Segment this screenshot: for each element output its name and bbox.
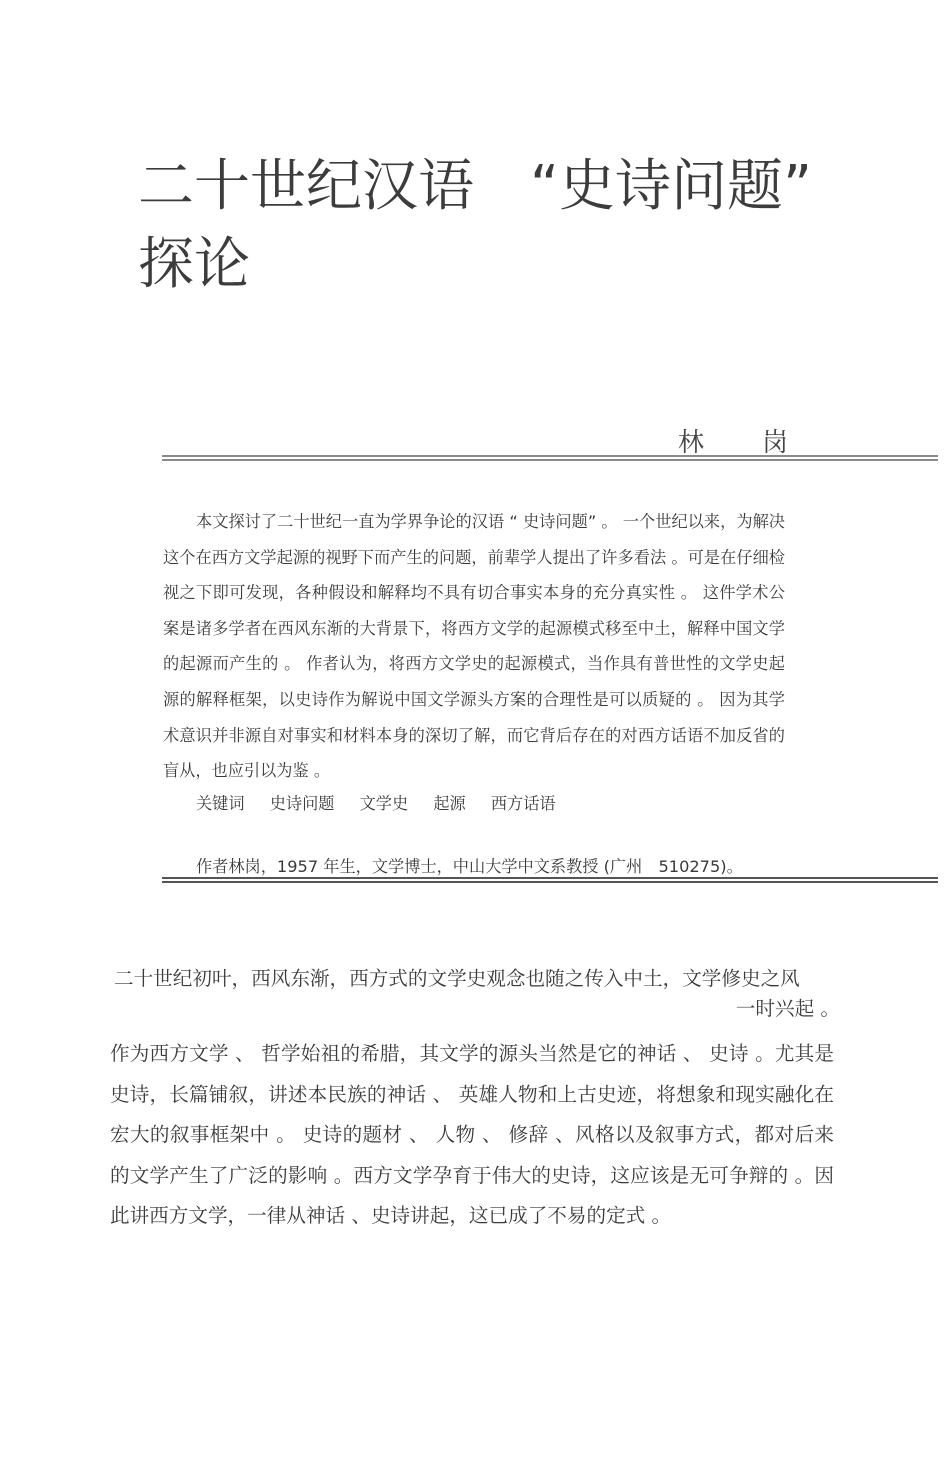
body-paragraph-1-line-2: 一时兴起 。 [735, 997, 840, 1020]
body-paragraph-1-line-1: 二十世纪初叶，西风东渐，西方式的文学史观念也随之传入中土，文学修史之风 [114, 967, 800, 990]
keyword-item: 西方话语 [490, 794, 556, 813]
author-name [678, 422, 788, 459]
abstract-text: 本文探讨了二十世纪一直为学界争论的汉语 “ 史诗问题” 。 一个世纪以来，为解决这个在西方文学起源的视野下而产生的问题，前辈学人提出了许多看法 。可是在仔细检视之下即可发现，各种假设和解释均不具有切合事实本身的充分真实性 。 这件学术公案是诸多学者在西风东渐的大背景下，将西方文学的起源模式移至中土，解释中国文学的起源而产生的 。 作者认为，将西方文学史的起源模式，当作具有普世性的文学史起源的解释框架，以史诗作为解说中国文学源头方案的合理性是可以质疑的 。 因为其学术意识并非源自对事实和材料本身的深切了解，而它背后存在的对西方话语不加反省的盲从，也应引以为鉴 。 [163, 512, 785, 781]
keyword-item: 文学史 [359, 794, 409, 813]
body-paragraph-1 [114, 964, 844, 1024]
title-line-1: 二十世纪汉语 “史诗问题” [138, 154, 813, 219]
abstract-double-rule [162, 877, 938, 883]
title-line-2: 探论 [138, 232, 250, 297]
body-paragraph-2: 作为西方文学 、 哲学始祖的希腊，其文学的源头当然是它的神话 、 史诗 。尤其是史诗，长篇铺叙，讲述本民族的神话 、 英雄人物和上古史迹，将想象和现实融化在宏大的叙事框架中 。 史诗的题材 、 人物 、 修辞 、风格以及叙事方式，都对后来的文学产生了广泛的影响 。西方文学孕育于伟大的史诗，这应该是无可争辩的 。因此讲西方文学，一律从神话 、史诗讲起，这已成了不易的定式 。 [110, 1042, 834, 1227]
keywords-label: 关键词 [196, 794, 245, 813]
keyword-item: 史诗问题 [269, 794, 335, 813]
article-title [138, 148, 838, 304]
keywords [196, 786, 576, 822]
author-given-name: 岗 [762, 428, 789, 458]
abstract [163, 504, 785, 789]
header-double-rule [162, 455, 938, 461]
author-info: 作者林岗，1957 年生，文学博士，中山大学中文系教授 (广州 510275)。 [196, 857, 743, 876]
keyword-item: 起源 [433, 794, 466, 813]
author-surname: 林 [678, 428, 705, 458]
